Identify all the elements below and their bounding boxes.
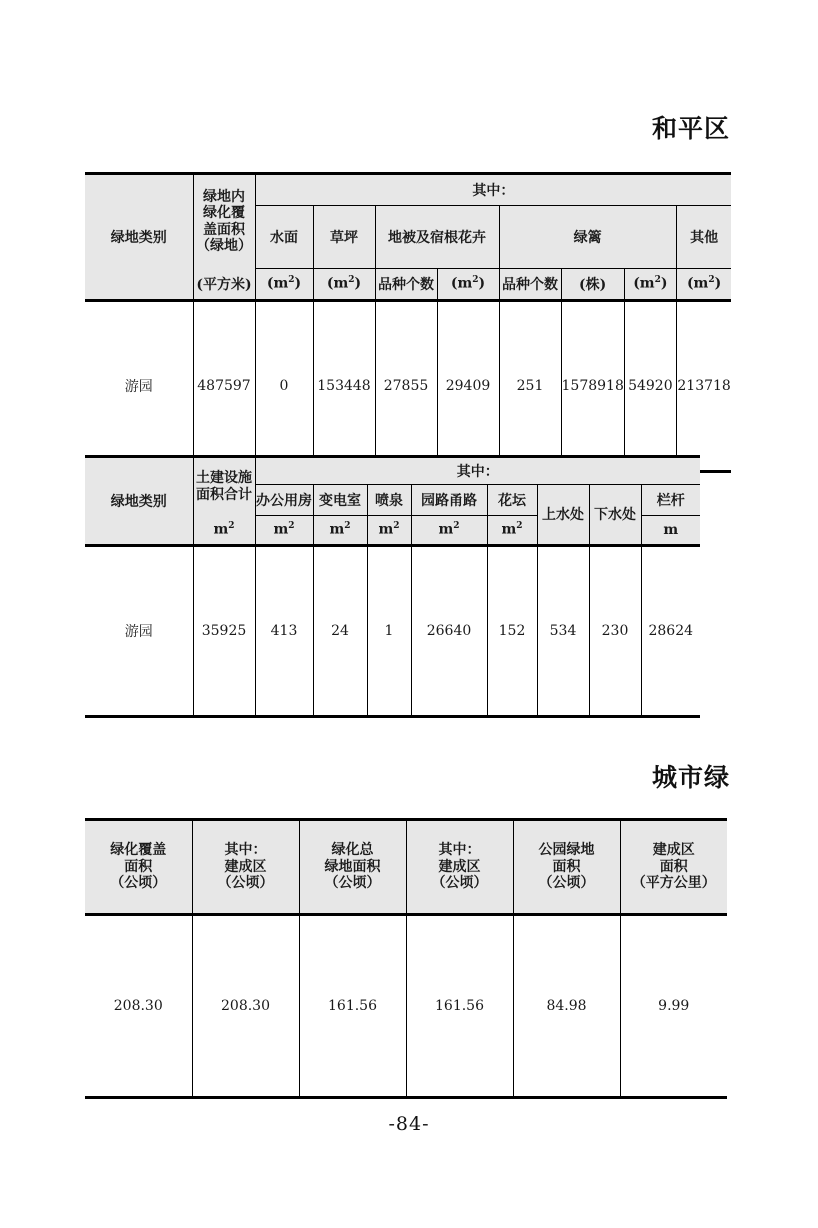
th-unit-groundcover-count: 品种个数: [375, 269, 437, 301]
th-category: 绿地类别: [85, 174, 193, 301]
th3-built-up-area-size: [620, 820, 727, 915]
table-row: [85, 300, 731, 471]
th2-railing: 栏杆: [641, 485, 700, 516]
th-groundcover-perennial: 地被及宿根花卉: [375, 206, 499, 269]
th3-c2-l1: 绿化总: [331, 842, 374, 859]
th3-c3-l2: 建成区: [438, 858, 481, 875]
th3-total-green-land-area: [299, 820, 406, 915]
table3-body: [85, 915, 727, 1098]
th2-unit-total: $m^2$: [193, 516, 255, 546]
th-unit-hedge-count: 品种个数: [499, 269, 561, 301]
th2-unit-substation: $m^2$: [313, 516, 367, 546]
table1-header-row-1: [85, 174, 731, 206]
th2-flowerbed: 花坛: [487, 485, 537, 516]
th2-substation-room: 变电室: [313, 485, 367, 516]
th3-c2-l3: （公顷）: [324, 875, 381, 892]
cell2-total-facility-area: 35925: [193, 545, 255, 716]
table1-body: [85, 300, 731, 471]
cell3-green-coverage-area: 208.30: [85, 915, 192, 1098]
cell3-built-up-area-size: 9.99: [620, 915, 727, 1098]
th3-c1-l3: （公顷）: [217, 875, 274, 892]
th2-drainage-points: 下水处: [589, 485, 641, 546]
table3-header-row: [85, 820, 727, 915]
th3-built-up-area-greenland: [406, 820, 513, 915]
greenland-coverage-table: [85, 172, 731, 473]
cell2-office-building: 413: [255, 545, 313, 716]
th3-green-coverage-area: [85, 820, 192, 915]
th3-c1-l2: 建成区: [224, 858, 267, 875]
th2-total-line2: 面积合计: [196, 486, 252, 503]
th-unit-other: $(m^2)$: [676, 269, 731, 301]
th-unit-hedge-plants: (株): [561, 269, 624, 301]
cell2-railing: 28624: [641, 545, 700, 716]
th3-c1-l1: 其中：: [224, 842, 267, 859]
table1-header: [85, 174, 731, 301]
th3-c4-l2: 面积: [552, 858, 581, 875]
table3-header: [85, 820, 727, 915]
table-row: [85, 915, 727, 1098]
table2-header-row-1: [85, 457, 700, 485]
th-unit-groundcover-area: $(m^2)$: [437, 269, 499, 301]
cell-groundcover-count: 27855: [375, 300, 437, 471]
cell-total-area: 487597: [193, 300, 255, 471]
cell-category: 游园: [85, 300, 193, 471]
cell-groundcover-area: 29409: [437, 300, 499, 471]
th3-c4-l1: 公园绿地: [538, 842, 595, 859]
th3-c5-l3: （平方公里）: [631, 875, 716, 892]
cell-other: 213718: [676, 300, 731, 471]
cell-hedge-count: 251: [499, 300, 561, 471]
th2-total-facility-area: [193, 457, 255, 516]
cell3-built-up-area-coverage: 208.30: [192, 915, 299, 1098]
th2-unit-fountain: $m^2$: [367, 516, 411, 546]
cell2-water-supply-points: 534: [537, 545, 589, 716]
th2-unit-flowerbed: $m^2$: [487, 516, 537, 546]
cell-lawn: 153448: [313, 300, 375, 471]
th2-unit-office: $m^2$: [255, 516, 313, 546]
th-unit-total: (平方米): [193, 269, 255, 301]
cell-water-surface: 0: [255, 300, 313, 471]
th3-c5-l2: 面积: [659, 858, 688, 875]
section-title-heping: 和平区: [651, 114, 730, 143]
cell2-drainage-points: 230: [589, 545, 641, 716]
th-unit-water: $(m^2)$: [255, 269, 313, 301]
cell2-substation-room: 24: [313, 545, 367, 716]
cell2-garden-path: 26640: [411, 545, 487, 716]
th2-unit-railing: m: [641, 516, 700, 546]
th2-office-building: 办公用房: [255, 485, 313, 516]
th3-c5-l1: 建成区: [652, 842, 695, 859]
section-title-chengshi-lv: 城市绿: [651, 763, 730, 792]
th2-group-label-qizhong: 其中：: [255, 457, 700, 485]
th-hedge: 绿篱: [499, 206, 676, 269]
th3-built-up-area-coverage: [192, 820, 299, 915]
table2: [85, 455, 700, 718]
th2-category: 绿地类别: [85, 457, 193, 546]
th2-garden-path: 园路甬路: [411, 485, 487, 516]
th3-c2-l2: 绿地面积: [324, 858, 381, 875]
cell2-flowerbed: 152: [487, 545, 537, 716]
th-total-line4: （绿地）: [196, 238, 252, 255]
th-unit-hedge-area: $(m^2)$: [624, 269, 676, 301]
th-total-line3: 盖面积: [203, 221, 245, 238]
cell3-total-green-land-area: 161.56: [299, 915, 406, 1098]
th3-park-green-area: [513, 820, 620, 915]
table2-header: [85, 457, 700, 546]
th-lawn: 草坪: [313, 206, 375, 269]
th3-c4-l3: （公顷）: [538, 875, 595, 892]
th3-c3-l1: 其中：: [438, 842, 481, 859]
cell2-category: 游园: [85, 545, 193, 716]
th-unit-lawn: $(m^2)$: [313, 269, 375, 301]
th-total-line1: 绿地内: [203, 188, 245, 205]
construction-facilities-table: [85, 455, 700, 718]
cell3-park-green-area: 84.98: [513, 915, 620, 1098]
cell-hedge-plants: 1578918: [561, 300, 624, 471]
th3-c0-l3: （公顷）: [110, 875, 167, 892]
cell-hedge-area: 54920: [624, 300, 676, 471]
th2-unit-path: $m^2$: [411, 516, 487, 546]
th-group-label-qizhong: 其中：: [255, 174, 731, 206]
urban-green-summary-table: [85, 818, 727, 1099]
th3-c0-l1: 绿化覆盖: [110, 842, 167, 859]
page-number: -84-: [388, 1113, 430, 1135]
th-water-surface: 水面: [255, 206, 313, 269]
cell3-built-up-area-greenland: 161.56: [406, 915, 513, 1098]
th-total-line2: 绿化覆: [203, 205, 245, 222]
th-other: 其他: [676, 206, 731, 269]
th2-total-line1: 土建设施: [196, 470, 252, 487]
th3-c3-l3: （公顷）: [431, 875, 488, 892]
cell2-fountain: 1: [367, 545, 411, 716]
table1: [85, 172, 731, 473]
th-total-green-area: [193, 174, 255, 269]
table3: [85, 818, 727, 1099]
th3-c0-l2: 面积: [124, 858, 153, 875]
table-row: [85, 545, 700, 716]
table2-body: [85, 545, 700, 716]
th2-fountain: 喷泉: [367, 485, 411, 516]
th2-water-supply-points: 上水处: [537, 485, 589, 546]
